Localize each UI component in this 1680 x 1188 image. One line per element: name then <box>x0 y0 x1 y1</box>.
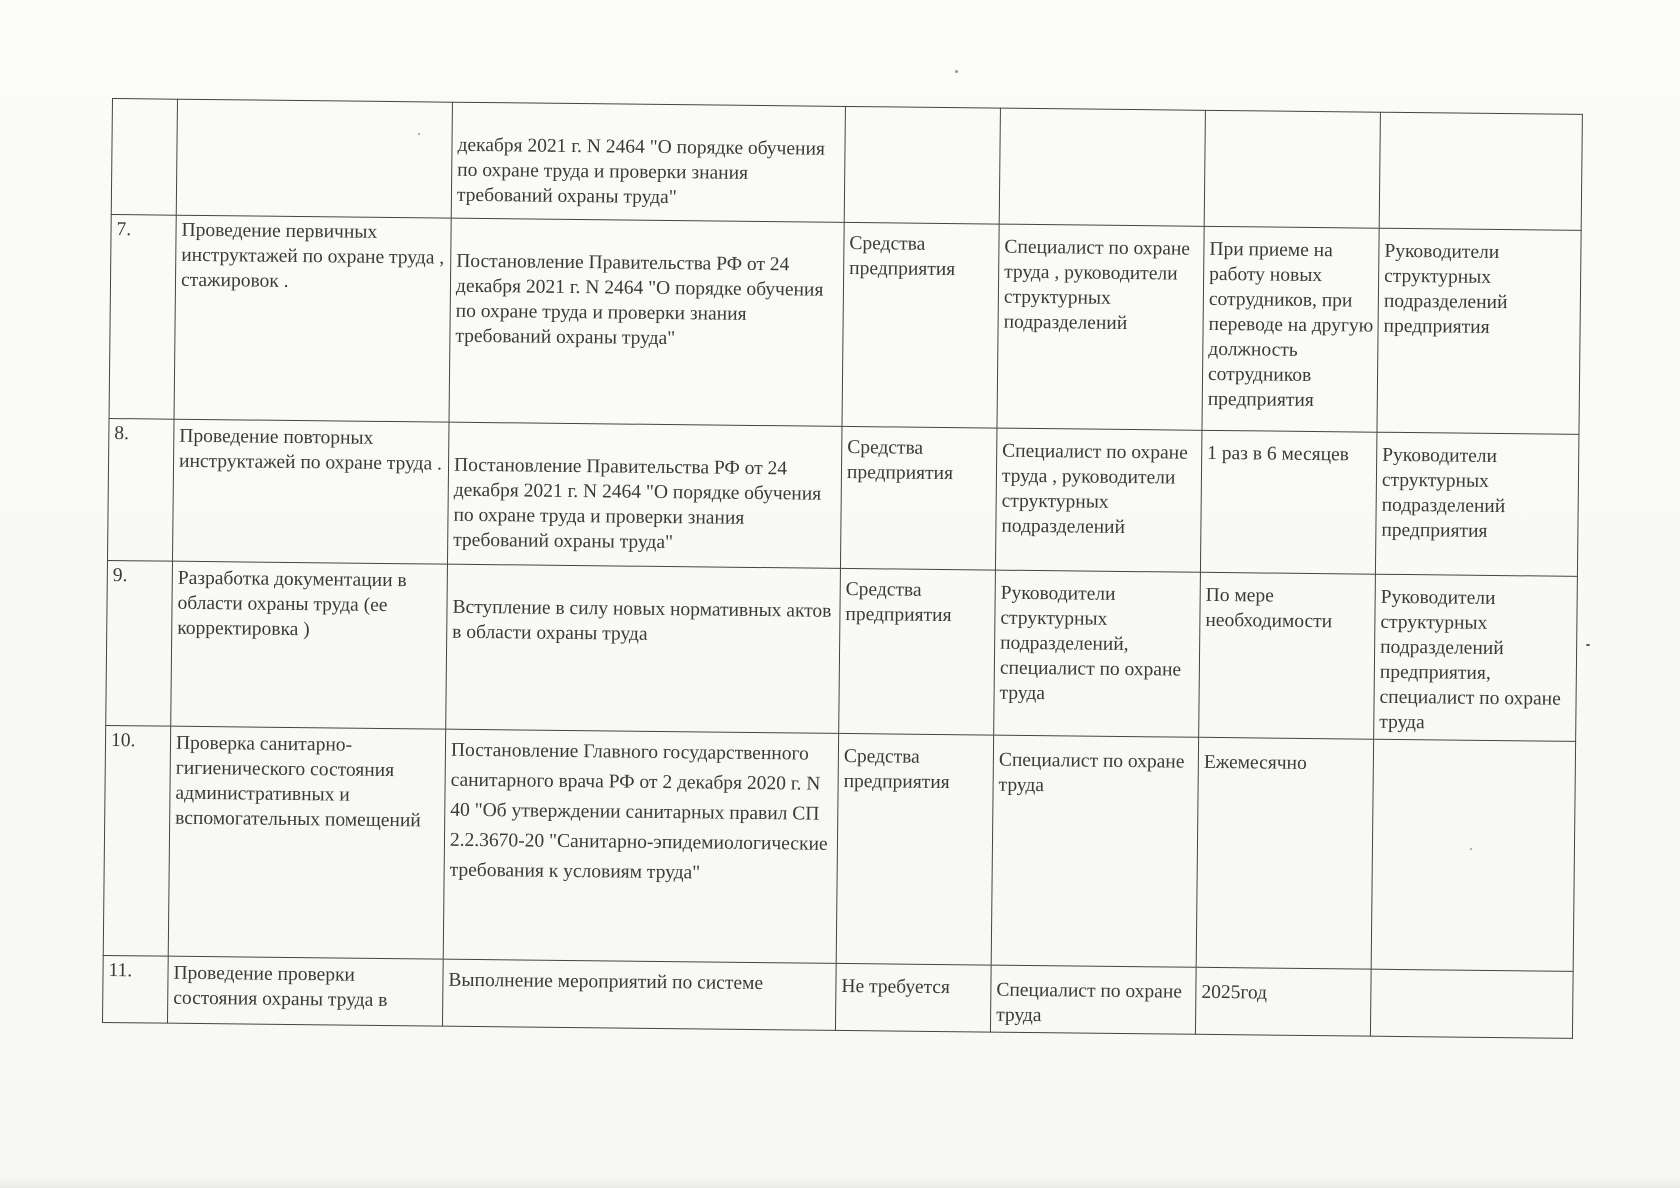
table-row <box>106 560 1578 741</box>
responsible-cell <box>1370 969 1573 1038</box>
scan-edge-shadow <box>0 1178 1680 1188</box>
period-cell: При приеме на работу новых сотрудников, при переводе на другую должность сотрудников предприятия <box>1202 226 1379 432</box>
table-row <box>109 214 1581 434</box>
table-row <box>107 418 1578 576</box>
legal-basis-cell: Выполнение мероприятий по системе <box>442 959 836 1030</box>
responsible-cell: Руководители структурных подразделений предприятия <box>1375 432 1579 576</box>
executor-cell: Специалист по охране труда , руководители структурных подразделений <box>997 224 1204 430</box>
period-cell: По мере необходимости <box>1199 572 1376 739</box>
table-row <box>103 725 1575 971</box>
activity-cell: Проведение первичных инструктажей по охране труда , стажировок . <box>174 215 451 422</box>
legal-basis-cell: Постановление Главного государственного санитарного врача РФ от 2 декабря 2020 г. N 40 "Об утверждении санитарных правил СП 2.2.3670-20 "Санитарно-эпидемиологические требования к условиям труда" <box>443 729 838 963</box>
row-number-cell: 8. <box>107 418 174 561</box>
activity-cell <box>176 99 452 218</box>
executor-cell: Специалист по охране труда <box>991 735 1198 967</box>
labor-safety-plan-table <box>102 98 1583 1039</box>
scan-speck <box>1470 848 1472 850</box>
row-number-cell: 7. <box>109 214 176 419</box>
funding-cell: Не требуется <box>835 963 991 1032</box>
activity-cell: Проведение проверки состояния охраны труда в <box>167 956 443 1026</box>
row-number-cell: 9. <box>106 560 173 726</box>
legal-basis-cell: декабря 2021 г. N 2464 "О порядке обучения по охране труда и проверки знания требований охраны труда" <box>451 102 845 222</box>
document-sheet <box>102 98 1582 1039</box>
responsible-cell <box>1379 112 1582 230</box>
row-number-cell <box>111 99 177 216</box>
executor-cell: Специалист по охране труда <box>990 965 1196 1034</box>
activity-cell: Проверка санитарно-гигиенического состояния административных и вспомогательных помещений <box>168 726 445 959</box>
row-number-cell: 10. <box>103 725 170 956</box>
executor-cell: Руководители структурных подразделений, специалист по охране труда <box>994 570 1201 737</box>
funding-cell: Средства предприятия <box>839 568 996 735</box>
row-number-cell: 11. <box>102 955 168 1023</box>
period-cell: 1 раз в 6 месяцев <box>1200 430 1377 574</box>
responsible-cell: Руководители структурных подразделений предприятия, специалист по охране труда <box>1374 574 1578 741</box>
scan-speck <box>955 70 958 73</box>
activity-cell: Проведение повторных инструктажей по охране труда . <box>172 419 449 564</box>
funding-cell: Средства предприятия <box>836 733 993 965</box>
table-row <box>111 99 1582 231</box>
period-cell: Ежемесячно <box>1196 737 1373 969</box>
legal-basis-cell: Вступление в силу новых нормативных актов в области охраны труда <box>446 564 841 733</box>
executor-cell <box>999 108 1205 226</box>
legal-basis-cell: Постановление Правительства РФ от 24 декабря 2021 г. N 2464 "О порядке обучения по охране труда и проверки знания требований охраны труда" <box>447 422 842 568</box>
responsible-cell <box>1371 739 1575 971</box>
responsible-cell: Руководители структурных подразделений предприятия <box>1377 228 1581 434</box>
period-cell: 2025год <box>1195 967 1371 1036</box>
executor-cell: Специалист по охране труда , руководители структурных подразделений <box>995 428 1202 572</box>
funding-cell: Средства предприятия <box>840 426 997 570</box>
funding-cell: Средства предприятия <box>842 222 999 428</box>
funding-cell <box>844 106 1000 224</box>
scan-speck <box>1586 644 1590 646</box>
period-cell <box>1204 110 1380 228</box>
legal-basis-cell: Постановление Правительства РФ от 24 декабря 2021 г. N 2464 "О порядке обучения по охране труда и проверки знания требований охраны труда" <box>449 218 844 426</box>
activity-cell: Разработка документации в области охраны труда (ее корректировка ) <box>171 561 448 729</box>
scan-speck <box>418 133 420 135</box>
